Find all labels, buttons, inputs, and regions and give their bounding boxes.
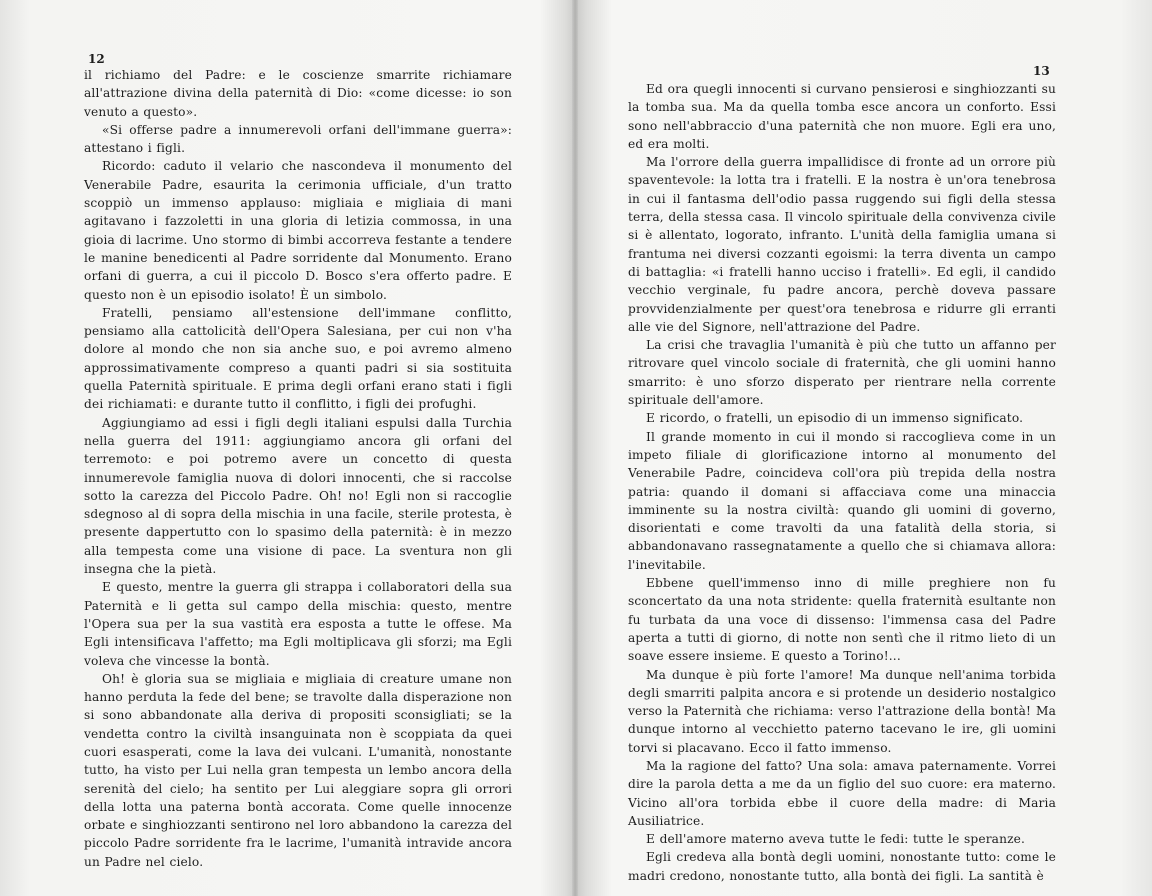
paragraph: Oh! è gloria sua se migliaia e migliaia di creature umane non hanno perduta la fede del bene; se travolte dalla disperazione non si sono abbandonate alla deriva di propositi sconsigliati; se la vendetta contro la civiltà insanguinata non è scoppiata da quei cuori esasperati, come la lava dei vulcani. L'umanità, nonostante tutto, ha visto per Lui nella gran tempesta un lembo ancora della serenità del cielo; ha sentito per Lui aleggiare sopra gli orrori della lotta una paterna bontà accorata. Come quelle innocenze orbate e singhiozzanti sentirono nel loro abbandono la carezza del piccolo Padre sorridente fra le lacrime, l'umanità intravide ancora un Padre nel cielo. [84, 671, 512, 869]
paragraph: Ma l'orrore della guerra impallidisce di fronte ad un orrore più spaventevole: la lotta tra i fratelli. E la nostra è un'ora tenebrosa in cui il fantasma dell'odio passa ruggendo sui figli della stessa terra, della stessa casa. Il vincolo spirituale della convivenza civile si è allentato, logorato, infranto. L'unità della famiglia umana si frantuma nei diversi cozzanti egoismi: la terra diventa un campo di battaglia: «i fratelli hanno ucciso i fratelli». Ed egli, il candido vecchio verginale, fu padre ancora, perchè doveva passare provvidenzialmente per quest'ora tenebrosa e ridurre gli erranti alle vie del Signore, nell'attrazione del Padre. [628, 155, 1056, 334]
paragraph: «Si offerse padre a innumerevoli orfani dell'immane guerra»: attestano i figli. [84, 122, 512, 156]
paragraph: Ma dunque è più forte l'amore! Ma dunque nell'anima torbida degli smarriti palpita ancora e si protende un desiderio nostalgico verso la Paternità che richiama: verso l'attrazione della bontà! Ma dunque intorno al vecchietto paterno tacevano le ire, gli uomini torvi si placavano. Ecco il fatto immenso. [628, 667, 1056, 755]
paragraph: Ebbene quell'immenso inno di mille preghiere non fu sconcertato da una nota stridente: quella fraternità esultante non fu turbata da una voce di dissenso: l'immensa casa del Padre aperta a tutti di giorno, di notte non sentì che il ritmo lieto di un soave essere insieme. E questo a Torino!... [628, 576, 1056, 664]
paragraph: Ed ora quegli innocenti si curvano pensierosi e singhiozzanti su la tomba sua. Ma da quella tomba esce ancora un conforto. Essi sono nell'abbraccio d'una paternità che non muore. Egli era uno, ed era molti. [628, 82, 1056, 151]
paragraph: Ricordo: caduto il velario che nascondeva il monumento del Venerabile Padre, esaurita la cerimonia ufficiale, d'un tratto scoppiò un immenso applauso: migliaia e migliaia di mani agitavano i fazzoletti in una gloria di letizia commossa, in una gioia di lacrime. Uno stormo di bimbi accorreva festante a tendere le manine benedicenti al Padre sorridente dal Monumento. Erano orfani di guerra, a cui il piccolo D. Bosco s'era offerto padre. E questo non è un episodio isolato! È un simbolo. [84, 159, 512, 302]
paragraph: E dell'amore materno aveva tutte le fedi: tutte le speranze. [646, 832, 1026, 847]
paragraph: La crisi che travaglia l'umanità è più che tutto un affanno per ritrovare quel vincolo sociale di fraternità, che gli uomini hanno smarrito: è uno sforzo disperato per rientrare nella corrente spirituale dell'amore. [628, 338, 1056, 408]
paragraph: il richiamo del Padre: e le coscienze smarrite richiamare all'attrazione divina della paternità di Dio: «come dicesse: io son venuto a questo». [84, 68, 512, 119]
page-number-left: 12 [88, 52, 105, 66]
right-page-text [628, 80, 1056, 885]
left-page-text [84, 66, 512, 871]
paragraph: E ricordo, o fratelli, un episodio di un immenso significato. [646, 411, 1024, 426]
right-page [578, 0, 1152, 896]
page-number-right: 13 [1033, 64, 1050, 78]
left-page [0, 0, 572, 896]
paragraph: Fratelli, pensiamo all'estensione dell'immane conflitto, pensiamo alla cattolicità dell'Opera Salesiana, per cui non v'ha dolore al mondo che non sia anche suo, e poi avremo almeno approssimativamente compreso a quanti padri si sia sostituita quella Paternità spirituale. E prima degli orfani erano stati i figli dei richiamati: e durante tutto il conflitto, i figli dei profughi. [84, 305, 512, 412]
paragraph: E questo, mentre la guerra gli strappa i collaboratori della sua Paternità e li getta sul campo della mischia: questo, mentre l'Opera sua per la sua vastità era esposta a tutte le offese. Ma Egli intensificava l'affetto; ma Egli moltiplicava gli sforzi; ma Egli voleva che vincesse la bontà. [84, 580, 512, 668]
paragraph: Aggiungiamo ad essi i figli degli italiani espulsi dalla Turchia nella guerra del 1911: aggiungiamo ancora gli orfani del terremoto: e poi potremo avere un concetto di questa innumerevole famiglia nuova di dolori innocenti, che si raccolse sotto la carezza del Piccolo Padre. Oh! no! Egli non si raccoglie sdegnoso al di sopra della mischia in una facile, sterile protesta, è presente dappertutto con lo spasimo della paternità: è in mezzo alla tempesta come una visione di pace. La sventura non gli insegna che la pietà. [84, 415, 512, 577]
paragraph: Il grande momento in cui il mondo si raccoglieva come in un impeto filiale di glorificazione intorno al monumento del Venerabile Padre, coincideva coll'ora più trepida della nostra patria: quando il domani si affacciava come una minaccia imminente su la nostra civiltà: quando gli uomini di governo, disorientati e come travolti da una fatalità della storia, si abbandonavano rassegnatamente a quello che si chiamava allora: l'inevitabile. [628, 429, 1056, 572]
paragraph: Egli credeva alla bontà degli uomini, nonostante tutto: come le madri credono, nonostante tutto, alla bontà dei figli. La santità è [628, 850, 1056, 883]
paragraph: Ma la ragione del fatto? Una sola: amava paternamente. Vorrei dire la parola detta a me da un figlio del suo cuore: era materno. Vicino all'ora torbida ebbe il cuore della madre: di Maria Ausiliatrice. [628, 758, 1056, 828]
